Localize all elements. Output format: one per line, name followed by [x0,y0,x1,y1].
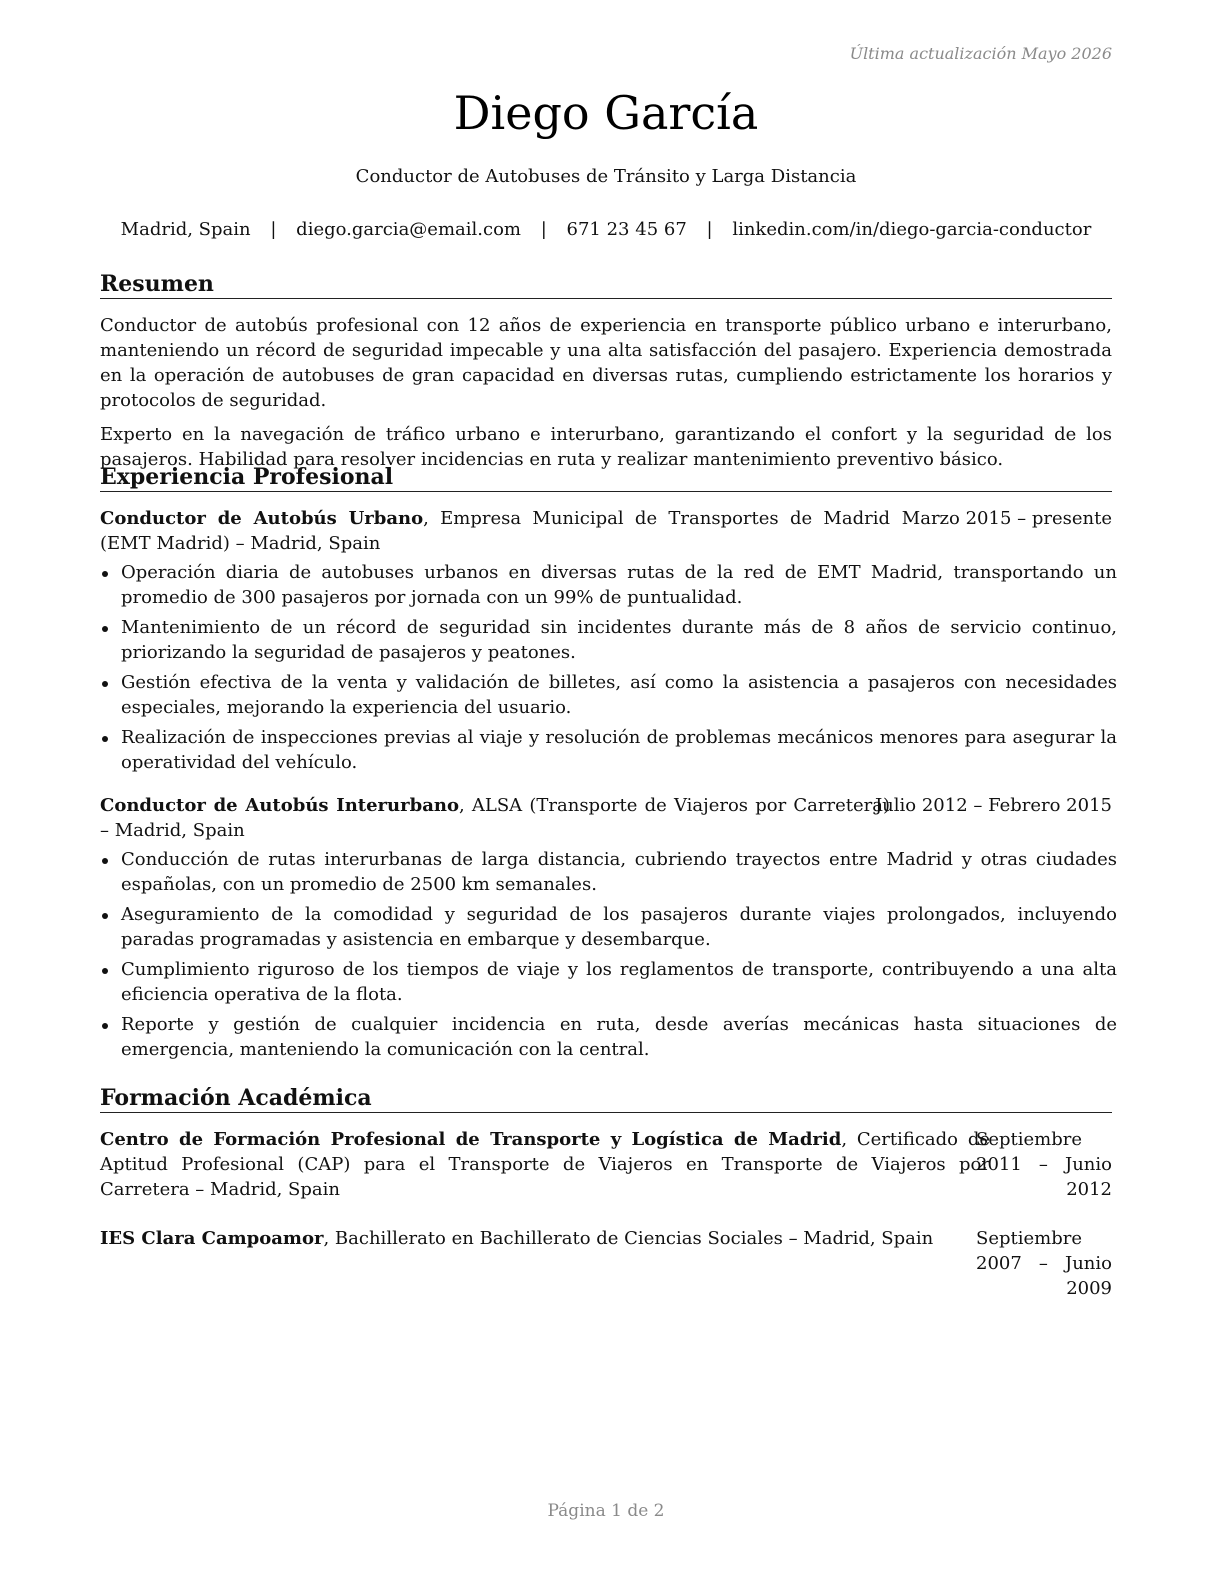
education-details: , Bachillerato en Bachillerato de Ciencias Sociales – Madrid, Spain [323,1228,934,1249]
last-updated: Última actualización Mayo 2026 [849,44,1112,63]
bullet-dot [102,736,108,742]
job-bullets [100,560,1117,775]
job-details: , Empresa Municipal de Transportes de Madrid (EMT Madrid) – Madrid, Spain [100,508,890,554]
bullet-item [100,1012,1117,1062]
contact-email[interactable]: diego.garcia@email.com [296,219,521,240]
job-role: Conductor de Autobús Urbano [100,508,424,529]
bullet-item [100,615,1117,665]
candidate-name: Diego García [453,86,759,140]
bullet-dot [102,626,108,632]
bullet-dot [102,681,108,687]
contact-separator: | [540,219,547,240]
bullet-item [100,725,1117,775]
bullet-text: Mantenimiento de un récord de seguridad sin incidentes durante más de 8 años de servicio continuo, priorizando la seguridad de pasajeros y peatones. [121,617,1117,663]
resume-page [100,0,1117,1584]
bullet-text: Cumplimiento riguroso de los tiempos de viaje y los reglamentos de transporte, contribuyendo a una alta eficiencia operativa de la flota. [121,959,1117,1005]
contact-location: Madrid, Spain [120,219,251,240]
section-title-experience: Experiencia Profesional [100,464,1112,492]
education-details: , Certificado de Aptitud Profesional (CAP) para el Transporte de Viajeros en Transporte de Viajeros por Carretera – Madrid, Spain [100,1129,990,1200]
section-title-education: Formación Académica [100,1085,1112,1113]
candidate-title: Conductor de Autobuses de Tránsito y Larga Distancia [355,166,857,187]
bullet-item [100,847,1117,897]
contact-separator: | [706,219,713,240]
summary-paragraph: Conductor de autobús profesional con 12 años de experiencia en transporte público urbano e interurbano, manteniendo un récord de seguridad impecable y una alta satisfacción del pasajero. Experiencia demostrada en la operación de autobuses de gran capacidad en diversas rutas, cumpliendo estrictamente los horarios y protocolos de seguridad. [100,315,1112,411]
page-number: Página 1 de 2 [547,1501,665,1521]
bullet-dot [102,1023,108,1029]
job-dates: Julio 2012 – Febrero 2015 [874,795,1112,816]
bullet-dot [102,913,108,919]
education-dates: Septiembre 2007 – Junio 2009 [976,1228,1112,1299]
education-entry [100,1127,1112,1202]
education-institution: IES Clara Campoamor [100,1228,324,1249]
summary-section [100,271,1112,472]
bullet-item [100,902,1117,952]
education-entry [100,1226,1112,1299]
job-dates: Marzo 2015 – presente [901,508,1112,529]
job-header [100,506,1112,556]
bullet-text: Aseguramiento de la comodidad y seguridad de los pasajeros durante viajes prolongados, incluyendo paradas programadas y asistencia en embarque y desembarque. [121,904,1117,950]
contact-separator: | [270,219,277,240]
contact-linkedin[interactable]: linkedin.com/in/diego-garcia-conductor [732,219,1092,240]
bullet-dot [102,571,108,577]
education-line [100,1127,990,1202]
bullet-item [100,670,1117,720]
experience-section [100,464,1117,1067]
bullet-text: Conducción de rutas interurbanas de larga distancia, cubriendo trayectos entre Madrid y otras ciudades españolas, con un promedio de 2500 km semanales. [121,849,1117,895]
bullet-text: Gestión efectiva de la venta y validación de billetes, así como la asistencia a pasajeros con necesidades especiales, mejorando la experiencia del usuario. [121,672,1117,718]
summary-paragraph: Experto en la navegación de tráfico urbano e interurbano, garantizando el confort y la seguridad de los pasajeros. Habilidad para resolver incidencias en ruta y realizar mantenimiento preventivo básico. [100,424,1112,470]
job-entry [100,793,1117,1062]
bullet-text: Reporte y gestión de cualquier incidencia en ruta, desde averías mecánicas hasta situaciones de emergencia, manteniendo la comunicación con la central. [121,1014,1117,1060]
contact-line [100,219,1112,240]
job-title-line [100,793,890,843]
job-header [100,793,1112,843]
bullet-item [100,957,1117,1007]
section-title-summary: Resumen [100,271,1112,299]
education-section [100,1085,1112,1299]
education-line [100,1226,990,1251]
contact-phone[interactable]: 671 23 45 67 [566,219,687,240]
bullet-text: Realización de inspecciones previas al viaje y resolución de problemas mecánicos menores para asegurar la operatividad del vehículo. [121,727,1117,773]
bullet-text: Operación diaria de autobuses urbanos en diversas rutas de la red de EMT Madrid, transportando un promedio de 300 pasajeros por jornada con un 99% de puntualidad. [121,562,1117,608]
education-institution: Centro de Formación Profesional de Transporte y Logística de Madrid [100,1129,842,1150]
bullet-dot [102,858,108,864]
education-dates: Septiembre 2011 – Junio 2012 [976,1129,1112,1200]
job-entry [100,506,1117,775]
job-bullets [100,847,1117,1062]
job-details: , ALSA (Transporte de Viajeros por Carretera) – Madrid, Spain [100,795,891,841]
job-role: Conductor de Autobús Interurbano [100,795,459,816]
bullet-dot [102,968,108,974]
job-title-line [100,506,890,556]
bullet-item [100,560,1117,610]
